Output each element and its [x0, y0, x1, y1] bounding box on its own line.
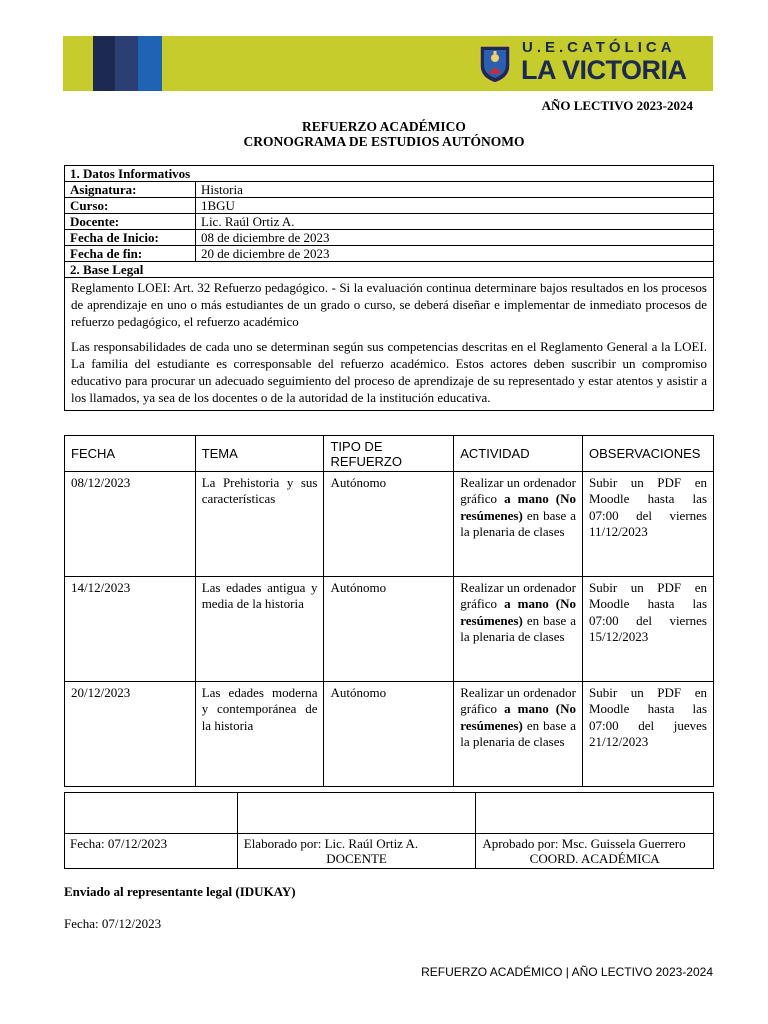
schedule-table: [64, 435, 714, 787]
info-label: Fecha de fin:: [65, 246, 196, 262]
cell-observaciones: Subir un PDF en Moodle hasta las 07:00 del viernes 15/12/2023: [582, 577, 713, 682]
signature-table: [64, 792, 714, 869]
sent-date: Fecha: 07/12/2023: [64, 916, 162, 931]
signature-space: [476, 793, 714, 834]
info-row: [65, 198, 714, 214]
column-header: OBSERVACIONES: [582, 436, 713, 472]
cell-tema: La Prehistoria y sus características: [195, 472, 324, 577]
info-label: Curso:: [65, 198, 196, 214]
info-label: Docente:: [65, 214, 196, 230]
info-label: Fecha de Inicio:: [65, 230, 196, 246]
approved-role: COORD. ACADÉMICA: [529, 851, 660, 866]
sent-to-guardian: Enviado al representante legal (IDUKAY): [64, 884, 296, 899]
cell-tipo: Autónomo: [324, 577, 454, 682]
document-subtitle: CRONOGRAMA DE ESTUDIOS AUTÓNOMO: [243, 134, 525, 149]
cell-fecha: 20/12/2023: [65, 682, 196, 787]
legal-paragraph: Las responsabilidades de cada uno se determinan según sus competencias descritas en el Reglamento General a la LOEI. La familia del estudiante es corresponsable del refuerzo académico. Estos actores deben suscribir un compromiso educativo para procurar un adecuado seguimiento del proceso de aprendizaje de su representado y estar atentos y asistir a los llamados, ya sea de los docentes o de la autoridad de la institución educativa.: [71, 339, 707, 405]
activity-text: Realizar un ordenador gráfico: [460, 685, 576, 717]
cell-fecha: 08/12/2023: [65, 472, 196, 577]
info-row: [65, 182, 714, 198]
column-header: ACTIVIDAD: [454, 436, 583, 472]
page-footer: REFUERZO ACADÉMICO | AÑO LECTIVO 2023-2024: [421, 965, 713, 979]
activity-text: Realizar un ordenador gráfico: [460, 475, 576, 507]
signature-space: [65, 793, 238, 834]
activity-emphasis: a mano (No resúmenes): [460, 701, 576, 733]
activity-emphasis: a mano (No resúmenes): [460, 596, 576, 628]
cell-tipo: Autónomo: [324, 682, 454, 787]
info-row: [65, 214, 714, 230]
cell-actividad: [454, 682, 583, 787]
banner-stripe-blue: [138, 36, 162, 91]
info-value: 08 de diciembre de 2023: [196, 230, 714, 246]
info-label: Asignatura:: [65, 182, 196, 198]
activity-text: en base a la plenaria de clases: [460, 507, 576, 539]
info-value: 1BGU: [196, 198, 714, 214]
legal-basis: [65, 278, 714, 411]
section-heading: 1. Datos Informativos: [65, 166, 714, 182]
activity-text: en base a la plenaria de clases: [460, 612, 576, 644]
info-value: 20 de diciembre de 2023: [196, 246, 714, 262]
column-header: TIPO DE REFUERZO: [324, 436, 454, 472]
approved-by: Aprobado por: Msc. Guissela Guerrero: [482, 836, 686, 851]
info-row: [65, 230, 714, 246]
info-table: [64, 165, 714, 411]
cell-observaciones: Subir un PDF en Moodle hasta las 07:00 del jueves 21/12/2023: [582, 682, 713, 787]
cell-fecha: 14/12/2023: [65, 577, 196, 682]
cell-tipo: Autónomo: [324, 472, 454, 577]
info-value: Lic. Raúl Ortiz A.: [196, 214, 714, 230]
activity-emphasis: a mano (No resúmenes): [460, 491, 576, 523]
section-heading: 2. Base Legal: [65, 262, 714, 278]
info-row: [65, 246, 714, 262]
school-year: AÑO LECTIVO 2023-2024: [541, 98, 693, 113]
table-row: [65, 472, 714, 577]
cell-tema: Las edades moderna y contemporánea de la historia: [195, 682, 324, 787]
signature-date: Fecha: 07/12/2023: [65, 834, 238, 869]
activity-text: Realizar un ordenador gráfico: [460, 580, 576, 612]
table-row: [65, 682, 714, 787]
signature-elaborated: [237, 834, 476, 869]
column-header: FECHA: [65, 436, 196, 472]
column-header: TEMA: [195, 436, 324, 472]
info-value: Historia: [196, 182, 714, 198]
header-banner: [63, 36, 713, 91]
cell-actividad: [454, 472, 583, 577]
document-title: REFUERZO ACADÉMICO: [302, 119, 466, 134]
legal-paragraph: Reglamento LOEI: Art. 32 Refuerzo pedagógico. - Si la evaluación continua determinare bajos resultados en los procesos de aprendizaje en uno o más estudiantes de un grado o curso, se deberá diseñar e implementar de inmediato procesos de refuerzo pedagógico, el refuerzo académico: [71, 280, 707, 329]
cell-actividad: [454, 577, 583, 682]
school-name: LA VICTORIA: [521, 55, 687, 85]
schedule-header-row: [65, 436, 714, 472]
elaborated-by: Elaborado por: Lic. Raúl Ortiz A.: [243, 836, 419, 851]
activity-text: en base a la plenaria de clases: [460, 717, 576, 749]
table-row: [65, 577, 714, 682]
banner-stripe-dark: [115, 36, 138, 91]
cell-observaciones: Subir un PDF en Moodle hasta las 07:00 del viernes 11/12/2023: [582, 472, 713, 577]
school-crest-icon: [478, 44, 512, 84]
banner-stripe-navy: [93, 36, 115, 91]
cell-tema: Las edades antigua y media de la historia: [195, 577, 324, 682]
school-prefix: U.E.CATÓLICA: [522, 39, 676, 56]
signature-space: [237, 793, 476, 834]
signature-approved: [476, 834, 714, 869]
elaborated-role: DOCENTE: [326, 851, 387, 866]
